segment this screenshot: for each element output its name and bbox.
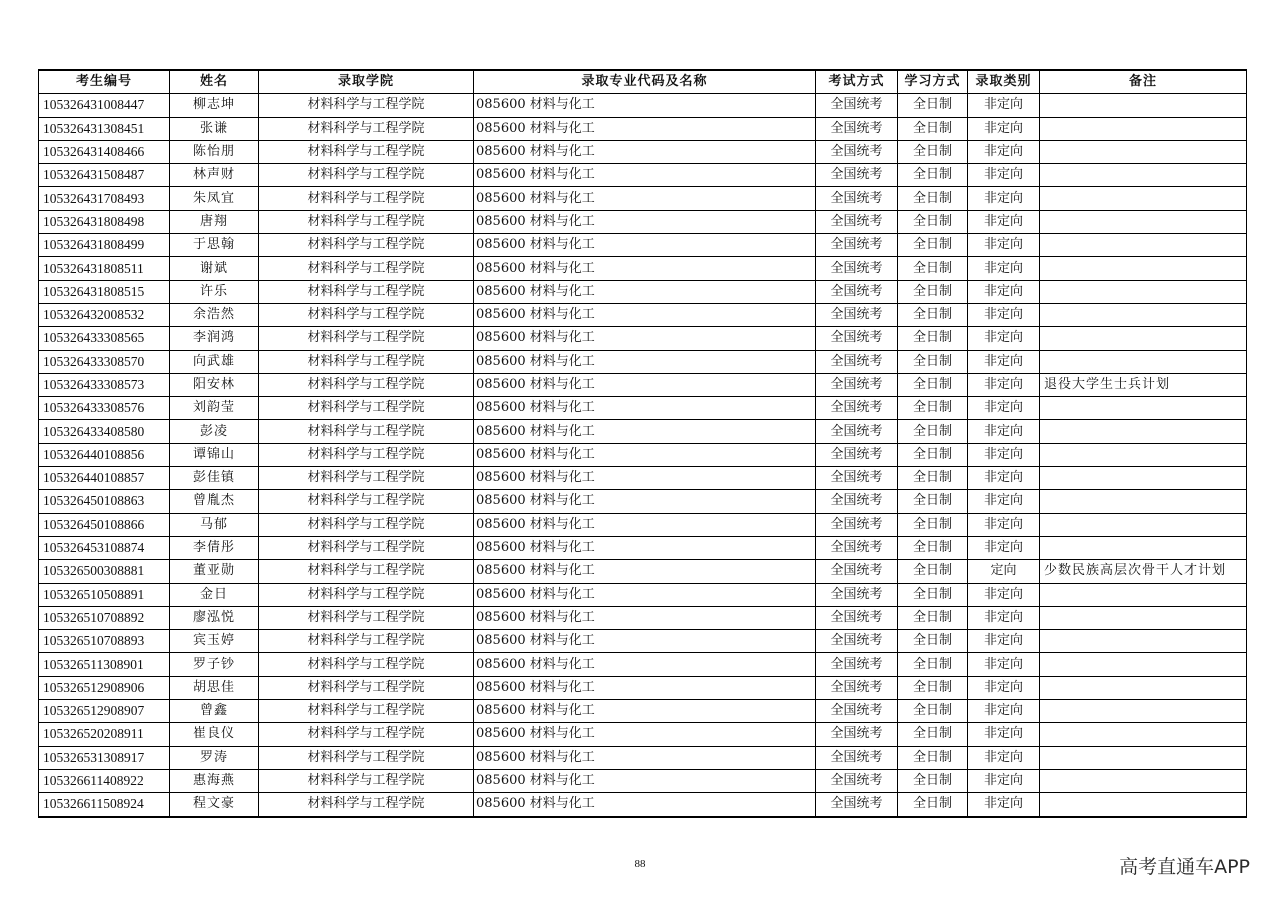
candidate-id-cell: 105326450108863	[39, 490, 170, 513]
table-row	[39, 420, 1247, 443]
study-mode-cell: 全日制	[898, 443, 968, 466]
header-college: 录取学院	[259, 70, 474, 94]
table-row	[39, 467, 1247, 490]
name-cell: 曾鑫	[170, 700, 259, 723]
remarks-cell: 退役大学生士兵计划	[1040, 373, 1247, 396]
major-cell: 085600 材料与化工	[474, 350, 816, 373]
admission-category-cell: 非定向	[968, 443, 1040, 466]
candidate-id-cell: 105326431808515	[39, 280, 170, 303]
study-mode-cell: 全日制	[898, 164, 968, 187]
college-cell: 材料科学与工程学院	[259, 327, 474, 350]
major-cell: 085600 材料与化工	[474, 630, 816, 653]
table-row	[39, 234, 1247, 257]
candidate-id-cell: 105326440108856	[39, 443, 170, 466]
admission-category-cell: 非定向	[968, 257, 1040, 280]
candidate-id-cell: 105326512908907	[39, 700, 170, 723]
admission-category-cell: 非定向	[968, 769, 1040, 792]
table-row	[39, 560, 1247, 583]
exam-mode-cell: 全国统考	[816, 676, 898, 699]
remarks-cell	[1040, 303, 1247, 326]
table-row	[39, 700, 1247, 723]
name-cell: 朱凤宜	[170, 187, 259, 210]
remarks-cell	[1040, 443, 1247, 466]
college-cell: 材料科学与工程学院	[259, 257, 474, 280]
name-cell: 彭佳镇	[170, 467, 259, 490]
candidate-id-cell: 105326611508924	[39, 793, 170, 817]
table-row	[39, 350, 1247, 373]
remarks-cell	[1040, 606, 1247, 629]
college-cell: 材料科学与工程学院	[259, 140, 474, 163]
major-cell: 085600 材料与化工	[474, 443, 816, 466]
college-cell: 材料科学与工程学院	[259, 746, 474, 769]
candidate-id-cell: 105326520208911	[39, 723, 170, 746]
candidate-id-cell: 105326433408580	[39, 420, 170, 443]
study-mode-cell: 全日制	[898, 513, 968, 536]
admission-category-cell: 非定向	[968, 746, 1040, 769]
exam-mode-cell: 全国统考	[816, 303, 898, 326]
table-row	[39, 653, 1247, 676]
major-cell: 085600 材料与化工	[474, 420, 816, 443]
major-cell: 085600 材料与化工	[474, 234, 816, 257]
name-cell: 谭锦山	[170, 443, 259, 466]
remarks-cell	[1040, 723, 1247, 746]
college-cell: 材料科学与工程学院	[259, 234, 474, 257]
college-cell: 材料科学与工程学院	[259, 769, 474, 792]
admission-category-cell: 非定向	[968, 676, 1040, 699]
admission-category-cell: 非定向	[968, 164, 1040, 187]
college-cell: 材料科学与工程学院	[259, 676, 474, 699]
name-cell: 刘韵莹	[170, 397, 259, 420]
major-cell: 085600 材料与化工	[474, 210, 816, 233]
admission-category-cell: 非定向	[968, 653, 1040, 676]
exam-mode-cell: 全国统考	[816, 583, 898, 606]
candidate-id-cell: 105326431708493	[39, 187, 170, 210]
exam-mode-cell: 全国统考	[816, 420, 898, 443]
admission-category-cell: 非定向	[968, 583, 1040, 606]
exam-mode-cell: 全国统考	[816, 793, 898, 817]
table-row	[39, 117, 1247, 140]
header-name: 姓名	[170, 70, 259, 94]
college-cell: 材料科学与工程学院	[259, 513, 474, 536]
exam-mode-cell: 全国统考	[816, 513, 898, 536]
remarks-cell: 少数民族高层次骨干人才计划	[1040, 560, 1247, 583]
study-mode-cell: 全日制	[898, 793, 968, 817]
major-cell: 085600 材料与化工	[474, 94, 816, 117]
candidate-id-cell: 105326433308565	[39, 327, 170, 350]
admission-category-cell: 非定向	[968, 420, 1040, 443]
major-cell: 085600 材料与化工	[474, 513, 816, 536]
college-cell: 材料科学与工程学院	[259, 536, 474, 559]
remarks-cell	[1040, 397, 1247, 420]
major-cell: 085600 材料与化工	[474, 653, 816, 676]
remarks-cell	[1040, 700, 1247, 723]
header-remarks: 备注	[1040, 70, 1247, 94]
exam-mode-cell: 全国统考	[816, 630, 898, 653]
admission-category-cell: 非定向	[968, 94, 1040, 117]
candidate-id-cell: 105326440108857	[39, 467, 170, 490]
header-study-mode: 学习方式	[898, 70, 968, 94]
app-watermark: 高考直通车APP	[1119, 856, 1250, 878]
study-mode-cell: 全日制	[898, 769, 968, 792]
college-cell: 材料科学与工程学院	[259, 443, 474, 466]
name-cell: 余浩然	[170, 303, 259, 326]
major-cell: 085600 材料与化工	[474, 373, 816, 396]
remarks-cell	[1040, 187, 1247, 210]
name-cell: 金日	[170, 583, 259, 606]
exam-mode-cell: 全国统考	[816, 443, 898, 466]
study-mode-cell: 全日制	[898, 467, 968, 490]
remarks-cell	[1040, 164, 1247, 187]
study-mode-cell: 全日制	[898, 210, 968, 233]
college-cell: 材料科学与工程学院	[259, 700, 474, 723]
exam-mode-cell: 全国统考	[816, 769, 898, 792]
name-cell: 马郁	[170, 513, 259, 536]
study-mode-cell: 全日制	[898, 140, 968, 163]
major-cell: 085600 材料与化工	[474, 303, 816, 326]
name-cell: 林声财	[170, 164, 259, 187]
remarks-cell	[1040, 746, 1247, 769]
exam-mode-cell: 全国统考	[816, 723, 898, 746]
table-row	[39, 257, 1247, 280]
name-cell: 陈怡朋	[170, 140, 259, 163]
exam-mode-cell: 全国统考	[816, 467, 898, 490]
name-cell: 崔良仪	[170, 723, 259, 746]
college-cell: 材料科学与工程学院	[259, 187, 474, 210]
major-cell: 085600 材料与化工	[474, 583, 816, 606]
header-exam-mode: 考试方式	[816, 70, 898, 94]
major-cell: 085600 材料与化工	[474, 257, 816, 280]
candidate-id-cell: 105326433308576	[39, 397, 170, 420]
admission-category-cell: 非定向	[968, 210, 1040, 233]
exam-mode-cell: 全国统考	[816, 280, 898, 303]
major-cell: 085600 材料与化工	[474, 793, 816, 817]
study-mode-cell: 全日制	[898, 420, 968, 443]
candidate-id-cell: 105326431808498	[39, 210, 170, 233]
exam-mode-cell: 全国统考	[816, 94, 898, 117]
header-candidate-id: 考生编号	[39, 70, 170, 94]
candidate-id-cell: 105326431008447	[39, 94, 170, 117]
study-mode-cell: 全日制	[898, 536, 968, 559]
name-cell: 胡思佳	[170, 676, 259, 699]
admission-category-cell: 非定向	[968, 700, 1040, 723]
admission-category-cell: 非定向	[968, 723, 1040, 746]
table-row	[39, 164, 1247, 187]
exam-mode-cell: 全国统考	[816, 210, 898, 233]
study-mode-cell: 全日制	[898, 234, 968, 257]
name-cell: 谢斌	[170, 257, 259, 280]
major-cell: 085600 材料与化工	[474, 187, 816, 210]
exam-mode-cell: 全国统考	[816, 117, 898, 140]
candidate-id-cell: 105326453108874	[39, 536, 170, 559]
major-cell: 085600 材料与化工	[474, 467, 816, 490]
table-row	[39, 303, 1247, 326]
name-cell: 曾胤杰	[170, 490, 259, 513]
candidate-id-cell: 105326611408922	[39, 769, 170, 792]
remarks-cell	[1040, 280, 1247, 303]
remarks-cell	[1040, 467, 1247, 490]
exam-mode-cell: 全国统考	[816, 560, 898, 583]
college-cell: 材料科学与工程学院	[259, 653, 474, 676]
header-admission-category: 录取类别	[968, 70, 1040, 94]
table-row	[39, 210, 1247, 233]
table-header-row	[39, 70, 1247, 94]
study-mode-cell: 全日制	[898, 280, 968, 303]
name-cell: 宾玉婷	[170, 630, 259, 653]
table-row	[39, 676, 1247, 699]
major-cell: 085600 材料与化工	[474, 769, 816, 792]
remarks-cell	[1040, 583, 1247, 606]
major-cell: 085600 材料与化工	[474, 676, 816, 699]
college-cell: 材料科学与工程学院	[259, 630, 474, 653]
exam-mode-cell: 全国统考	[816, 327, 898, 350]
admission-category-cell: 非定向	[968, 303, 1040, 326]
name-cell: 李润鸿	[170, 327, 259, 350]
candidate-id-cell: 105326500308881	[39, 560, 170, 583]
major-cell: 085600 材料与化工	[474, 746, 816, 769]
name-cell: 程文豪	[170, 793, 259, 817]
exam-mode-cell: 全国统考	[816, 536, 898, 559]
name-cell: 张谦	[170, 117, 259, 140]
candidate-id-cell: 105326431808499	[39, 234, 170, 257]
college-cell: 材料科学与工程学院	[259, 94, 474, 117]
major-cell: 085600 材料与化工	[474, 723, 816, 746]
candidate-id-cell: 105326510708893	[39, 630, 170, 653]
study-mode-cell: 全日制	[898, 723, 968, 746]
college-cell: 材料科学与工程学院	[259, 467, 474, 490]
study-mode-cell: 全日制	[898, 94, 968, 117]
admission-category-cell: 非定向	[968, 350, 1040, 373]
admission-category-cell: 非定向	[968, 467, 1040, 490]
table-row	[39, 769, 1247, 792]
remarks-cell	[1040, 793, 1247, 817]
remarks-cell	[1040, 536, 1247, 559]
remarks-cell	[1040, 630, 1247, 653]
major-cell: 085600 材料与化工	[474, 117, 816, 140]
table-row	[39, 536, 1247, 559]
study-mode-cell: 全日制	[898, 560, 968, 583]
table-row	[39, 723, 1247, 746]
major-cell: 085600 材料与化工	[474, 536, 816, 559]
name-cell: 唐翔	[170, 210, 259, 233]
exam-mode-cell: 全国统考	[816, 257, 898, 280]
admission-category-cell: 非定向	[968, 490, 1040, 513]
table-row	[39, 583, 1247, 606]
candidate-id-cell: 105326512908906	[39, 676, 170, 699]
admission-category-cell: 非定向	[968, 397, 1040, 420]
college-cell: 材料科学与工程学院	[259, 117, 474, 140]
candidate-id-cell: 105326531308917	[39, 746, 170, 769]
table-row	[39, 513, 1247, 536]
admission-category-cell: 非定向	[968, 513, 1040, 536]
study-mode-cell: 全日制	[898, 700, 968, 723]
remarks-cell	[1040, 327, 1247, 350]
admission-category-cell: 定向	[968, 560, 1040, 583]
name-cell: 李倩彤	[170, 536, 259, 559]
admission-category-cell: 非定向	[968, 234, 1040, 257]
admission-category-cell: 非定向	[968, 793, 1040, 817]
study-mode-cell: 全日制	[898, 373, 968, 396]
remarks-cell	[1040, 490, 1247, 513]
exam-mode-cell: 全国统考	[816, 187, 898, 210]
exam-mode-cell: 全国统考	[816, 397, 898, 420]
table-row	[39, 94, 1247, 117]
candidate-id-cell: 105326450108866	[39, 513, 170, 536]
college-cell: 材料科学与工程学院	[259, 373, 474, 396]
study-mode-cell: 全日制	[898, 653, 968, 676]
admission-category-cell: 非定向	[968, 630, 1040, 653]
remarks-cell	[1040, 653, 1247, 676]
table-row	[39, 373, 1247, 396]
candidate-id-cell: 105326511308901	[39, 653, 170, 676]
remarks-cell	[1040, 420, 1247, 443]
study-mode-cell: 全日制	[898, 257, 968, 280]
exam-mode-cell: 全国统考	[816, 373, 898, 396]
admission-category-cell: 非定向	[968, 606, 1040, 629]
table-row	[39, 140, 1247, 163]
exam-mode-cell: 全国统考	[816, 350, 898, 373]
remarks-cell	[1040, 94, 1247, 117]
candidate-id-cell: 105326432008532	[39, 303, 170, 326]
study-mode-cell: 全日制	[898, 606, 968, 629]
name-cell: 廖泓悦	[170, 606, 259, 629]
remarks-cell	[1040, 234, 1247, 257]
candidate-id-cell: 105326510508891	[39, 583, 170, 606]
exam-mode-cell: 全国统考	[816, 700, 898, 723]
college-cell: 材料科学与工程学院	[259, 793, 474, 817]
name-cell: 许乐	[170, 280, 259, 303]
college-cell: 材料科学与工程学院	[259, 303, 474, 326]
admission-category-cell: 非定向	[968, 280, 1040, 303]
candidate-id-cell: 105326510708892	[39, 606, 170, 629]
exam-mode-cell: 全国统考	[816, 606, 898, 629]
exam-mode-cell: 全国统考	[816, 653, 898, 676]
table-row	[39, 397, 1247, 420]
study-mode-cell: 全日制	[898, 303, 968, 326]
college-cell: 材料科学与工程学院	[259, 397, 474, 420]
remarks-cell	[1040, 676, 1247, 699]
table-row	[39, 327, 1247, 350]
admission-category-cell: 非定向	[968, 373, 1040, 396]
major-cell: 085600 材料与化工	[474, 327, 816, 350]
name-cell: 柳志坤	[170, 94, 259, 117]
table-row	[39, 443, 1247, 466]
remarks-cell	[1040, 210, 1247, 233]
study-mode-cell: 全日制	[898, 350, 968, 373]
name-cell: 罗涛	[170, 746, 259, 769]
major-cell: 085600 材料与化工	[474, 164, 816, 187]
table-row	[39, 630, 1247, 653]
table-row	[39, 746, 1247, 769]
exam-mode-cell: 全国统考	[816, 140, 898, 163]
study-mode-cell: 全日制	[898, 630, 968, 653]
remarks-cell	[1040, 769, 1247, 792]
study-mode-cell: 全日制	[898, 327, 968, 350]
college-cell: 材料科学与工程学院	[259, 420, 474, 443]
remarks-cell	[1040, 350, 1247, 373]
name-cell: 彭凌	[170, 420, 259, 443]
college-cell: 材料科学与工程学院	[259, 560, 474, 583]
major-cell: 085600 材料与化工	[474, 606, 816, 629]
admission-category-cell: 非定向	[968, 117, 1040, 140]
college-cell: 材料科学与工程学院	[259, 723, 474, 746]
name-cell: 向武雄	[170, 350, 259, 373]
table-row	[39, 793, 1247, 817]
exam-mode-cell: 全国统考	[816, 164, 898, 187]
table-row	[39, 606, 1247, 629]
name-cell: 于思翰	[170, 234, 259, 257]
admission-category-cell: 非定向	[968, 536, 1040, 559]
table-row	[39, 280, 1247, 303]
page-number: 88	[634, 858, 646, 870]
remarks-cell	[1040, 513, 1247, 536]
study-mode-cell: 全日制	[898, 187, 968, 210]
admission-category-cell: 非定向	[968, 140, 1040, 163]
exam-mode-cell: 全国统考	[816, 746, 898, 769]
study-mode-cell: 全日制	[898, 397, 968, 420]
header-major: 录取专业代码及名称	[474, 70, 816, 94]
name-cell: 董亚勋	[170, 560, 259, 583]
admission-list-table	[38, 69, 1247, 818]
study-mode-cell: 全日制	[898, 490, 968, 513]
remarks-cell	[1040, 257, 1247, 280]
name-cell: 罗子钞	[170, 653, 259, 676]
name-cell: 惠海燕	[170, 769, 259, 792]
exam-mode-cell: 全国统考	[816, 490, 898, 513]
college-cell: 材料科学与工程学院	[259, 606, 474, 629]
candidate-id-cell: 105326431308451	[39, 117, 170, 140]
remarks-cell	[1040, 140, 1247, 163]
major-cell: 085600 材料与化工	[474, 700, 816, 723]
candidate-id-cell: 105326431808511	[39, 257, 170, 280]
table-row	[39, 490, 1247, 513]
major-cell: 085600 材料与化工	[474, 490, 816, 513]
admission-category-cell: 非定向	[968, 187, 1040, 210]
candidate-id-cell: 105326431508487	[39, 164, 170, 187]
candidate-id-cell: 105326433308573	[39, 373, 170, 396]
college-cell: 材料科学与工程学院	[259, 210, 474, 233]
college-cell: 材料科学与工程学院	[259, 164, 474, 187]
study-mode-cell: 全日制	[898, 676, 968, 699]
major-cell: 085600 材料与化工	[474, 140, 816, 163]
exam-mode-cell: 全国统考	[816, 234, 898, 257]
major-cell: 085600 材料与化工	[474, 397, 816, 420]
college-cell: 材料科学与工程学院	[259, 280, 474, 303]
table-row	[39, 187, 1247, 210]
candidate-id-cell: 105326433308570	[39, 350, 170, 373]
candidate-id-cell: 105326431408466	[39, 140, 170, 163]
study-mode-cell: 全日制	[898, 746, 968, 769]
college-cell: 材料科学与工程学院	[259, 350, 474, 373]
name-cell: 阳安林	[170, 373, 259, 396]
study-mode-cell: 全日制	[898, 117, 968, 140]
college-cell: 材料科学与工程学院	[259, 490, 474, 513]
remarks-cell	[1040, 117, 1247, 140]
major-cell: 085600 材料与化工	[474, 280, 816, 303]
study-mode-cell: 全日制	[898, 583, 968, 606]
college-cell: 材料科学与工程学院	[259, 583, 474, 606]
table-body	[39, 94, 1247, 817]
admission-category-cell: 非定向	[968, 327, 1040, 350]
major-cell: 085600 材料与化工	[474, 560, 816, 583]
